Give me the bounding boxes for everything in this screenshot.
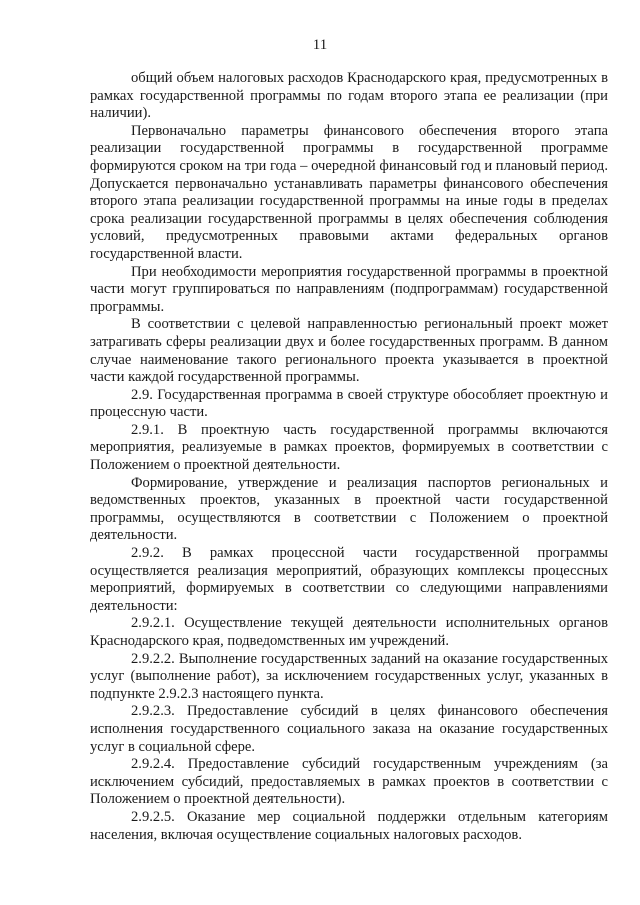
paragraph-2-9-2-3: 2.9.2.3. Предоставление субсидий в целях финансового обеспечения исполнения государственного социального заказа на оказание государственных услуг в социальной сфере. xyxy=(90,703,608,755)
paragraph-grouping-by-directions: При необходимости мероприятия государственной программы в проектной части могут группироваться по направлениям (подпрограммам) государственной программы. xyxy=(90,263,608,315)
paragraph-2-9-2: 2.9.2. В рамках процессной части государственной программы осуществляется реализация мероприятий, образующих комплексы процессных мероприятий, формируемых в соответствии со следующими направлениями деятельности: xyxy=(90,545,608,614)
paragraph-2-9-2-5: 2.9.2.5. Оказание мер социальной поддержки отдельным категориям населения, включая осуществление социальных налоговых расходов. xyxy=(90,808,608,843)
paragraph-2-9-2-1: 2.9.2.1. Осуществление текущей деятельности исполнительных органов Краснодарского края, подведомственных им учреждений. xyxy=(90,615,608,649)
paragraph-2-9-1: 2.9.1. В проектную часть государственной программы включаются мероприятия, реализуемые в рамках проектов, формируемых в соответствии с Положением о проектной деятельности. xyxy=(90,421,608,474)
page-number: 11 xyxy=(312,37,328,53)
paragraph-2-9-2-4: 2.9.2.4. Предоставление субсидий государственным учреждениям (за исключением субсидий, предоставляемых в рамках проектов в соответствии с Положением о проектной деятельности). xyxy=(90,756,608,808)
paragraph-tax-expenditures-continuation: общий объем налоговых расходов Краснодарского края, предусмотренных в рамках государственной программы по годам второго этапа ее реализации (при наличии). xyxy=(90,70,608,122)
document-body xyxy=(90,70,608,844)
paragraph-regional-project-scope: В соответствии с целевой направленностью региональный проект может затрагивать сферы реализации двух и более государственных программ. В данном случае наименование такого регионального проекта указывается в проектной части каждой государственной программы. xyxy=(90,316,608,386)
paragraph-2-9: 2.9. Государственная программа в своей структуре обособляет проектную и процессную части. xyxy=(90,386,608,421)
paragraph-project-passports: Формирование, утверждение и реализация паспортов региональных и ведомственных проектов, указанных в проектной части государственной программы, осуществляются в соответствии с Положением о проектной деятельности. xyxy=(90,474,608,544)
paragraph-financial-parameters: Первоначально параметры финансового обеспечения второго этапа реализации государственной программы в государственной программе формируются сроком на три года – очередной финансовый год и плановый период. Допускается первоначально устанавливать параметры финансового обеспечения второго этапа реализации государственной программы на иные годы в пределах срока реализации государственной программы в целях обеспечения соблюдения условий, предусмотренных правовыми актами федеральных органов государственной власти. xyxy=(90,122,608,262)
paragraph-2-9-2-2: 2.9.2.2. Выполнение государственных заданий на оказание государственных услуг (выполнение работ), за исключением государственных услуг, указанных в подпункте 2.9.2.3 настоящего пункта. xyxy=(90,650,608,702)
